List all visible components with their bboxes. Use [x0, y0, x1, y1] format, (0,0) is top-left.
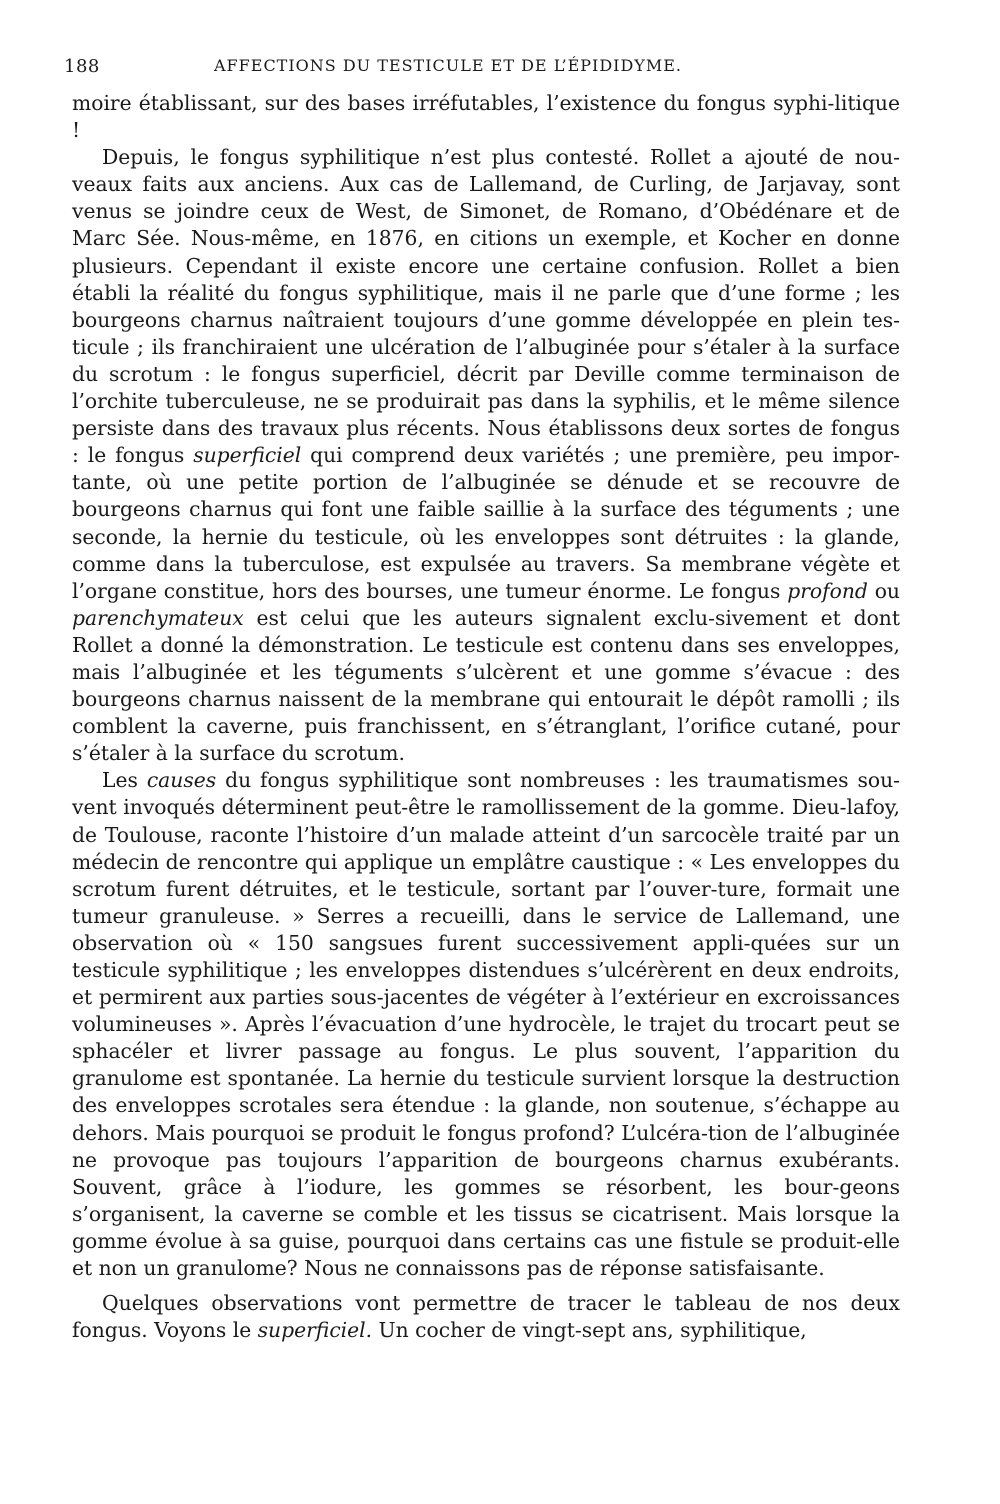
text-segment: Un cocher de vingt-sept ans, syphilitique, — [372, 1318, 807, 1343]
paragraph-4 — [72, 1290, 900, 1344]
italic-term: superficiel — [193, 443, 302, 468]
paragraph-1 — [72, 90, 900, 144]
text-segment: est celui que les auteurs signalent exclu-sivement et dont Rollet a donné la démonstration. Le testicule est contenu dans ses enveloppes, mais l’albuginée et les téguments s’ulcèrent et une gomme s’évacue : des bourgeons charnus naissent de la membrane qui entourait le dépôt ramolli ; ils comblent la caverne, puis franchissent, en s’étranglant, l’orifice cutané, pour s’étaler à la surface du scrotum. — [72, 605, 900, 766]
italic-term: profond — [787, 578, 868, 603]
italic-term: superficiel. — [257, 1318, 373, 1343]
paragraph-2 — [72, 144, 900, 767]
paragraph-3 — [72, 767, 900, 1282]
italic-term: causes — [146, 768, 217, 793]
text-segment: ou — [867, 578, 900, 603]
body-text — [72, 90, 900, 1344]
running-head — [64, 56, 900, 86]
text-segment: Depuis, le fongus syphilitique n’est plus contesté. Rollet a ajouté de nou-veaux faits aux anciens. Aux cas de Lallemand, de Curling, de Jarjavay, sont venus se joindre ceux de West, de Simonet, de Romano, d’Obédénare et de Marc Sée. Nous-même, en 1876, en citions un exemple, et Kocher en donne plusieurs. Cependant il existe encore une certaine confusion. Rollet a bien établi la réalité du fongus syphilitique, mais il ne parle que d’une forme ; les bourgeons charnus naîtraient toujours d’une gomme développée en plein tes-ticule ; ils franchiraient une ulcération de l’albuginée pour s’étaler à la surface du scrotum : le fongus superficiel, décrit par Deville comme terminaison de l’orchite tuberculeuse, ne se produirait pas dans la syphilis, et le même silence persiste dans des travaux plus récents. Nous établissons deux sortes de fongus : le fongus — [72, 145, 900, 468]
text-segment: Les — [102, 768, 147, 793]
text-segment: qui comprend deux variétés ; une première, peu impor-tante, où une petite portion de l’albuginée se dénude et se recouvre de bourgeons charnus qui font une faible saillie à la surface des téguments ; une seconde, la hernie du testicule, où les enveloppes sont détruites : la glande, comme dans la tuberculose, est expulsée au travers. Sa membrane végète et l’organe constitue, hors des bourses, une tumeur énorme. Le fongus — [72, 443, 900, 603]
running-title: AFFECTIONS DU TESTICULE ET DE L’ÉPIDIDYME. — [214, 56, 683, 75]
text-segment: Quelques observations vont permettre de tracer le tableau de nos deux fongus. Voyons le — [72, 1291, 900, 1343]
page-number: 188 — [64, 56, 100, 77]
italic-term: parenchymateux — [72, 605, 244, 630]
text-segment: du fongus syphilitique sont nombreuses : les traumatismes sou-vent invoqués déterminent peut-être le ramollissement de la gomme. Dieu-lafoy, de Toulouse, raconte l’histoire d’un malade atteint d’un sarcocèle traité par un médecin de rencontre qui applique un emplâtre caustique : « Les enveloppes du scrotum furent détruites, et le testicule, sortant par l’ouver-ture, formait une tumeur granuleuse. » Serres a recueilli, dans le service de Lallemand, une observation où « 150 sangsues furent successivement appli-quées sur un testicule syphilitique ; les enveloppes distendues s’ulcérèrent en deux endroits, et permirent aux parties sous-jacentes de végéter à l’extérieur en excroissances volumineuses ». Après l’évacuation d’une hydrocèle, le trajet du trocart peut se sphacéler et livrer passage au fongus. Le plus souvent, l’apparition du granulome est spontanée. La hernie du testicule survient lorsque la destruction des enveloppes scrotales sera étendue : la glande, non soutenue, s’échappe au dehors. Mais pourquoi se produit le fongus profond? L’ulcéra-tion de l’albuginée ne provoque pas toujours l’apparition de bourgeons charnus exubérants. Souvent, grâce à l’iodure, les gommes se résorbent, les bour-geons s’organisent, la caverne se comble et les tissus se cicatrisent. Mais lorsque la gomme évolue à sa guise, pourquoi dans certains cas une fistule se produit-elle et non un granulome? Nous ne connaissons pas de réponse satisfaisante. — [72, 768, 900, 1281]
text-segment: moire établissant, sur des bases irréfutables, l’existence du fongus syphi-litique ! — [72, 91, 900, 143]
